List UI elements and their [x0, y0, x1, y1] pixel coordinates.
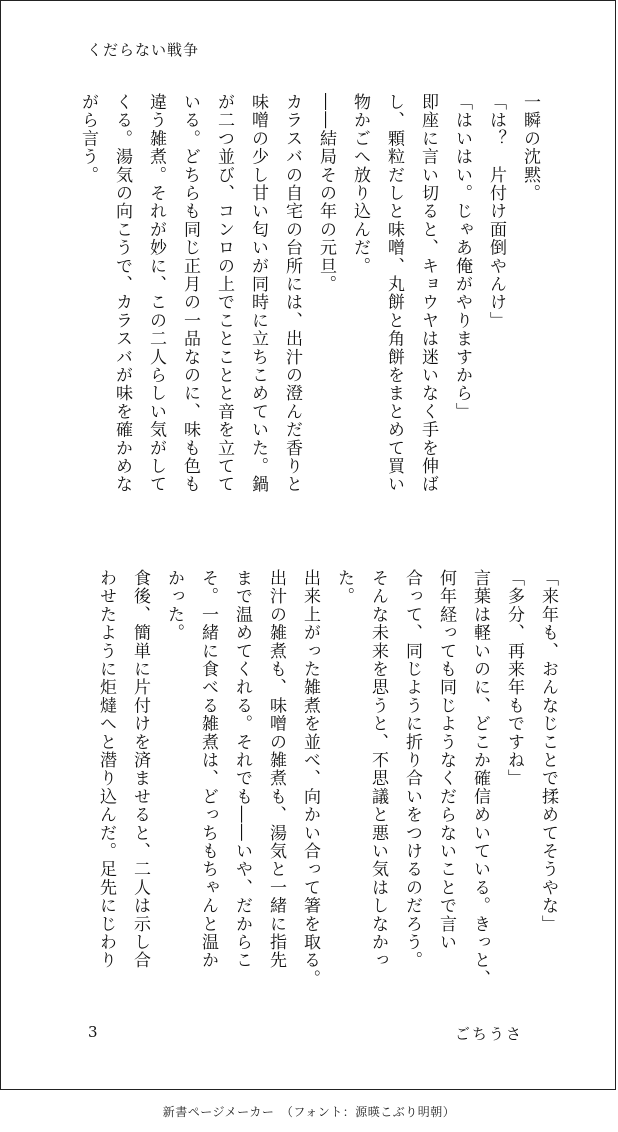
text-line: 物かごへ放り込んだ。 — [350, 93, 370, 275]
text-line: 「は？ 片付け面倒やんけ」 — [486, 93, 506, 330]
text-line: し、顆粒だしと味噌、丸餅と角餅をまとめて買い — [384, 93, 404, 494]
text-line: 「多分、再来年もですね」 — [504, 569, 524, 788]
text-line: 違う雑煮。それが妙に、この二人らしい気がして — [146, 93, 166, 494]
text-line: カラスバの自宅の台所には、出汁の澄んだ香りと — [282, 93, 302, 494]
text-line: がら言う。 — [78, 93, 98, 184]
text-line: 一瞬の沈黙。 — [520, 93, 540, 203]
text-line: そ。一緒に食べる雑煮は、どっちもちゃんと温か — [198, 569, 218, 970]
text-line: が二つ並び、コンロの上でことことと音を立てて — [214, 93, 234, 494]
text-line: 合って、同じように折り合いをつけるのだろう。 — [402, 569, 422, 970]
text-line: くる。湯気の向こうで、カラスバが味を確かめな — [112, 93, 132, 494]
text-line: いる。どちらも同じ正月の一品なのに、味も色も — [180, 93, 200, 494]
text-line: 味噌の少し甘い匂いが同時に立ちこめていた。鍋 — [248, 93, 268, 494]
text-line: かった。 — [164, 569, 184, 642]
lower-text-block — [89, 569, 565, 1009]
text-line: 出来上がった雑煮を並べ、向かい合って箸を取る。 — [300, 569, 320, 988]
text-line: 言葉は軽いのに、どこか確信めいている。きっと、 — [470, 569, 490, 988]
generator-credit: 新書ページメーカー （フォント：源暎こぶり明朝） — [162, 1105, 456, 1119]
text-line: 「来年も、おんなじことで揉めてそうやな」 — [538, 569, 558, 933]
running-footer-title: ごちうさ — [454, 1025, 523, 1043]
text-line: そんな未来を思うと、不思議と悪い気はしなかっ — [368, 569, 388, 970]
upper-text-block — [71, 93, 547, 533]
page-number: 3 — [88, 1023, 98, 1041]
text-line: ――結局その年の元旦。 — [316, 93, 336, 294]
text-line: 何年経っても同じようなくだらないことで言い — [436, 569, 456, 952]
text-line: まで温めてくれる。それでも――いや、だからこ — [232, 569, 252, 970]
text-line: 食後、簡単に片付けを済ませると、二人は示し合 — [130, 569, 150, 970]
text-line: た。 — [334, 569, 354, 606]
text-line: 即座に言い切ると、キョウヤは迷いなく手を伸ば — [418, 93, 438, 494]
text-line: 「はいはい。じゃあ俺がやりますから」 — [452, 93, 472, 421]
running-header-title: くだらない戦争 — [87, 41, 200, 59]
text-line: 出汁の雑煮も、味噌の雑煮も、湯気と一緒に指先 — [266, 569, 286, 970]
text-line: わせたように炬燵へと潜り込んだ。足先にじわり — [96, 569, 116, 970]
